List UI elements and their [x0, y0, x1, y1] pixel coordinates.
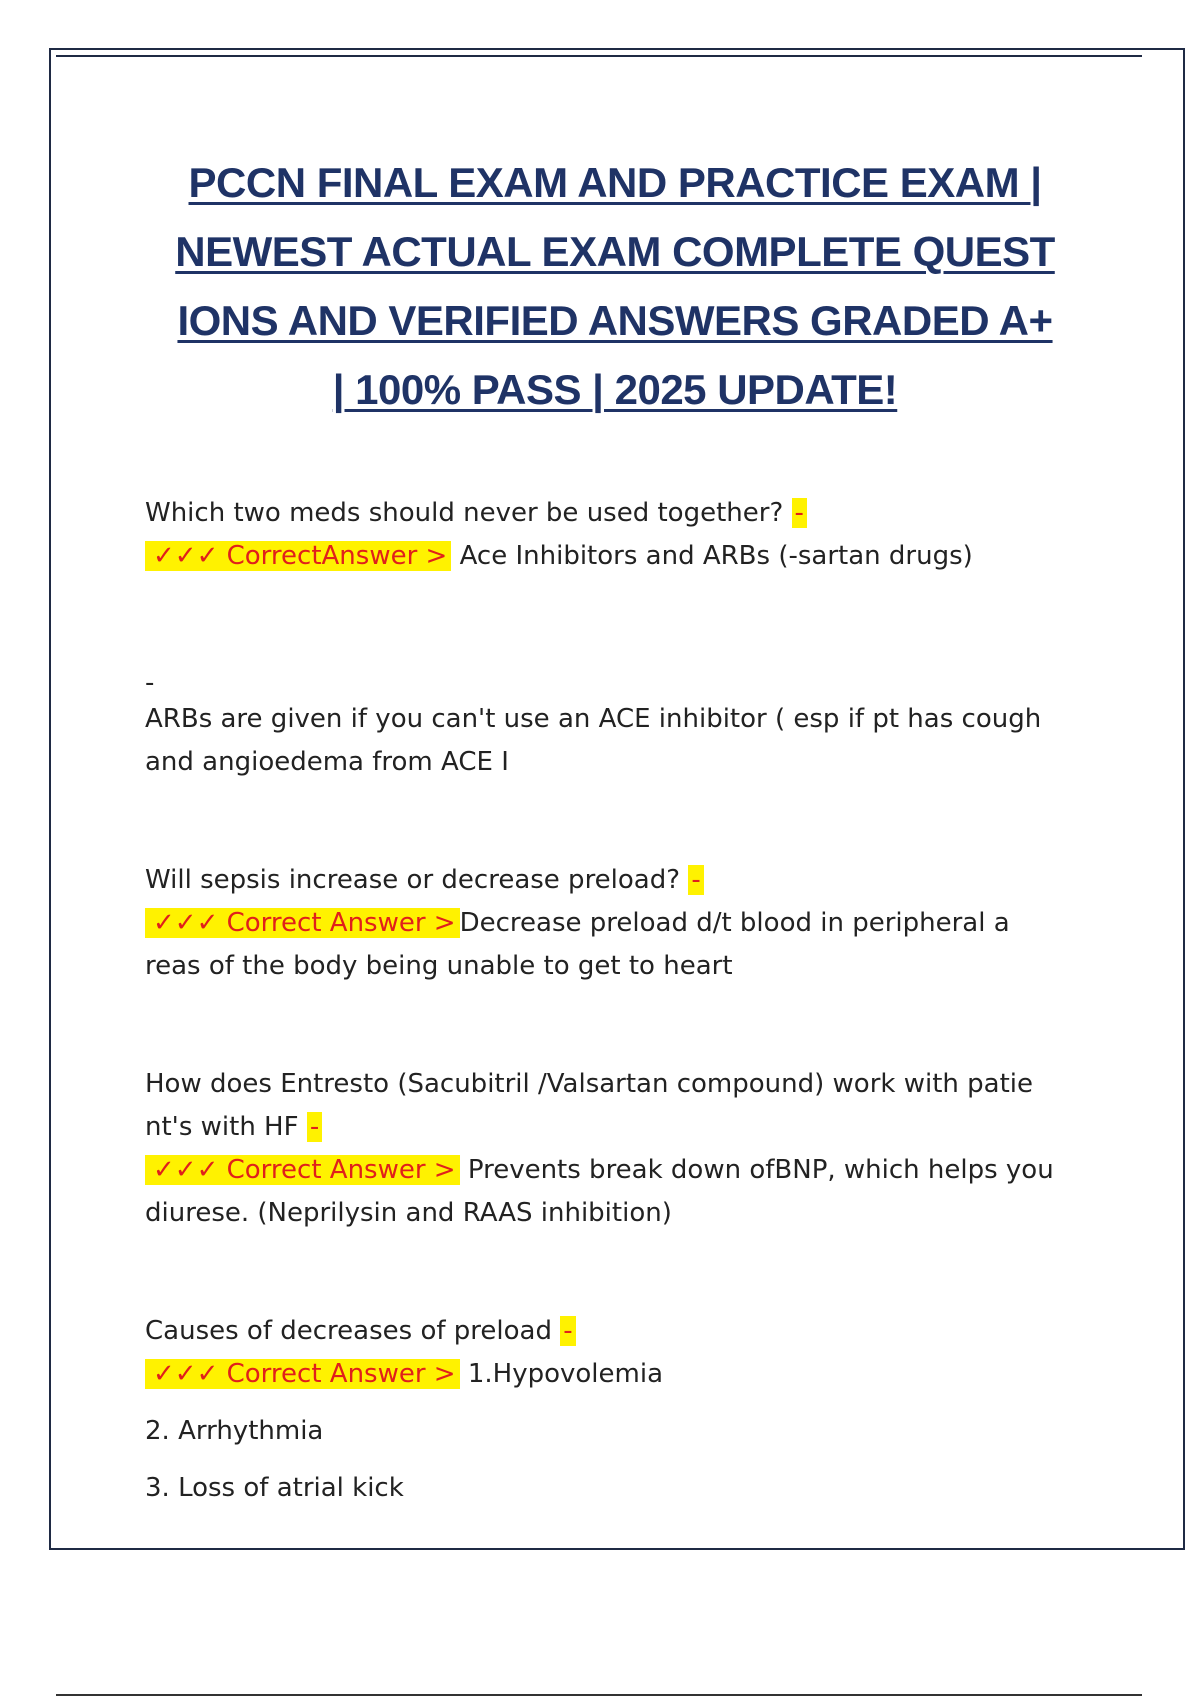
qa-item-3	[145, 1063, 1065, 1235]
question-text: Causes of decreases of preload	[145, 1316, 552, 1346]
title-line-4: | 100% PASS | 2025 UPDATE!	[332, 366, 898, 413]
list-item: 3. Loss of atrial kick	[145, 1473, 404, 1503]
answer-text: Prevents break down ofBNP, which helps you diurese. (Neprilysin and RAAS inhibition)	[145, 1155, 1054, 1228]
qa-item-note	[145, 668, 1065, 784]
qa-item-1	[145, 492, 1065, 578]
question-3	[145, 1063, 1065, 1149]
answer-2	[145, 902, 1065, 988]
separator-dash: -	[792, 498, 807, 528]
title-line-2: NEWEST ACTUAL EXAM COMPLETE QUEST	[175, 228, 1055, 275]
note-text: ARBs are given if you can't use an ACE inhibitor ( esp if pt has cough and angioedema from ACE I	[145, 704, 1042, 777]
question-text: How does Entresto (Sacubitril /Valsartan compound) work with patie nt's with HF	[145, 1069, 1033, 1142]
answer-4	[145, 1353, 1065, 1396]
separator-dash: -	[688, 865, 703, 895]
title-line-3: IONS AND VERIFIED ANSWERS GRADED A+	[177, 297, 1053, 344]
question-4	[145, 1310, 1065, 1353]
question-text: Which two meds should never be used together?	[145, 498, 784, 528]
answer-text: Ace Inhibitors and ARBs (-sartan drugs)	[451, 541, 973, 571]
correct-answer-tag: ✓✓✓ Correct Answer >	[145, 1359, 460, 1389]
note-dash: -	[145, 668, 155, 698]
answer-text: Decrease preload d/t blood in peripheral a reas of the body being unable to get to heart	[145, 908, 1010, 981]
qa-item-4	[145, 1310, 1065, 1510]
document-body	[145, 492, 1065, 1510]
question-2	[145, 859, 1065, 902]
answer-3	[145, 1149, 1065, 1235]
answer-text: 1.Hypovolemia	[459, 1359, 664, 1389]
bottom-rule	[56, 1694, 1142, 1696]
list-item: 2. Arrhythmia	[145, 1416, 324, 1446]
top-rule	[56, 55, 1142, 57]
question-1	[145, 492, 1065, 535]
answer-1	[145, 535, 1065, 578]
correct-answer-tag: ✓✓✓ Correct Answer >	[145, 908, 460, 938]
separator-dash: -	[560, 1316, 575, 1346]
correct-answer-tag: ✓✓✓ Correct Answer >	[145, 1155, 460, 1185]
document-title	[120, 148, 1110, 424]
title-line-1: PCCN FINAL EXAM AND PRACTICE EXAM |	[188, 159, 1042, 206]
correct-answer-tag: ✓✓✓ CorrectAnswer >	[145, 541, 451, 571]
separator-dash: -	[307, 1112, 322, 1142]
question-text: Will sepsis increase or decrease preload?	[145, 865, 681, 895]
qa-item-2	[145, 859, 1065, 988]
